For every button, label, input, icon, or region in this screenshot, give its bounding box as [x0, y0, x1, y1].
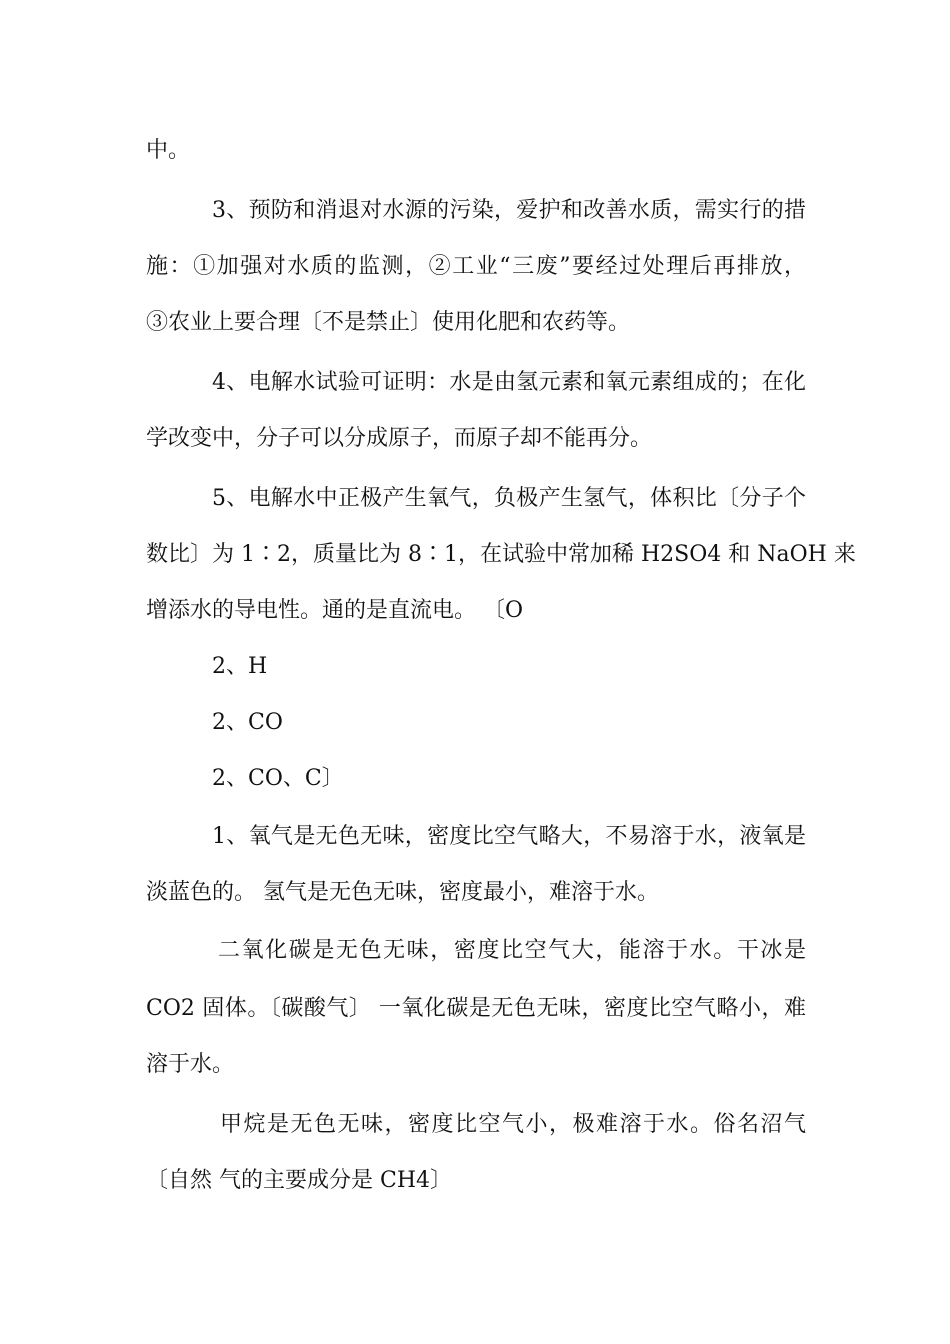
- text-line: 2、H: [212, 654, 268, 679]
- text-line: 施：①加强对水质的监测，②工业“三废”要经过处理后再排放，: [146, 254, 806, 279]
- text-line: 甲烷是无色无味，密度比空气小，极难溶于水。俗名沼气: [220, 1112, 806, 1137]
- text-line: 淡蓝色的。 氢气是无色无味，密度最小，难溶于水。: [146, 880, 659, 905]
- text-line: 4、电解水试验可证明：水是由氢元素和氧元素组成的；在化: [212, 370, 806, 395]
- text-line: 3、预防和消退对水源的污染，爱护和改善水质，需实行的措: [212, 198, 806, 223]
- text-line: CO2 固体。〔碳酸气〕 一氧化碳是无色无味，密度比空气略小，难: [146, 996, 806, 1021]
- text-line: 数比〕为 1∶2，质量比为 8∶1，在试验中常加稀 H2SO4 和 NaOH 来: [146, 542, 856, 567]
- text-line: 中。: [146, 138, 191, 163]
- text-line: 学改变中，分子可以分成原子，而原子却不能再分。: [146, 426, 653, 451]
- text-line: ③农业上要合理〔不是禁止〕使用化肥和农药等。: [146, 310, 631, 335]
- text-line: 二氧化碳是无色无味，密度比空气大，能溶于水。干冰是: [218, 938, 806, 963]
- text-line: 5、电解水中正极产生氧气，负极产生氢气，体积比〔分子个: [212, 486, 806, 511]
- text-line: 增添水的导电性。通的是直流电。 〔O: [146, 598, 524, 623]
- text-line: 2、CO: [212, 710, 283, 735]
- text-line: 1、氧气是无色无味，密度比空气略大，不易溶于水，液氧是: [212, 824, 806, 849]
- text-line: 2、CO、C〕: [212, 766, 344, 791]
- text-line: 溶于水。: [146, 1052, 235, 1077]
- text-line: 〔自然 气的主要成分是 CH4〕: [146, 1168, 453, 1193]
